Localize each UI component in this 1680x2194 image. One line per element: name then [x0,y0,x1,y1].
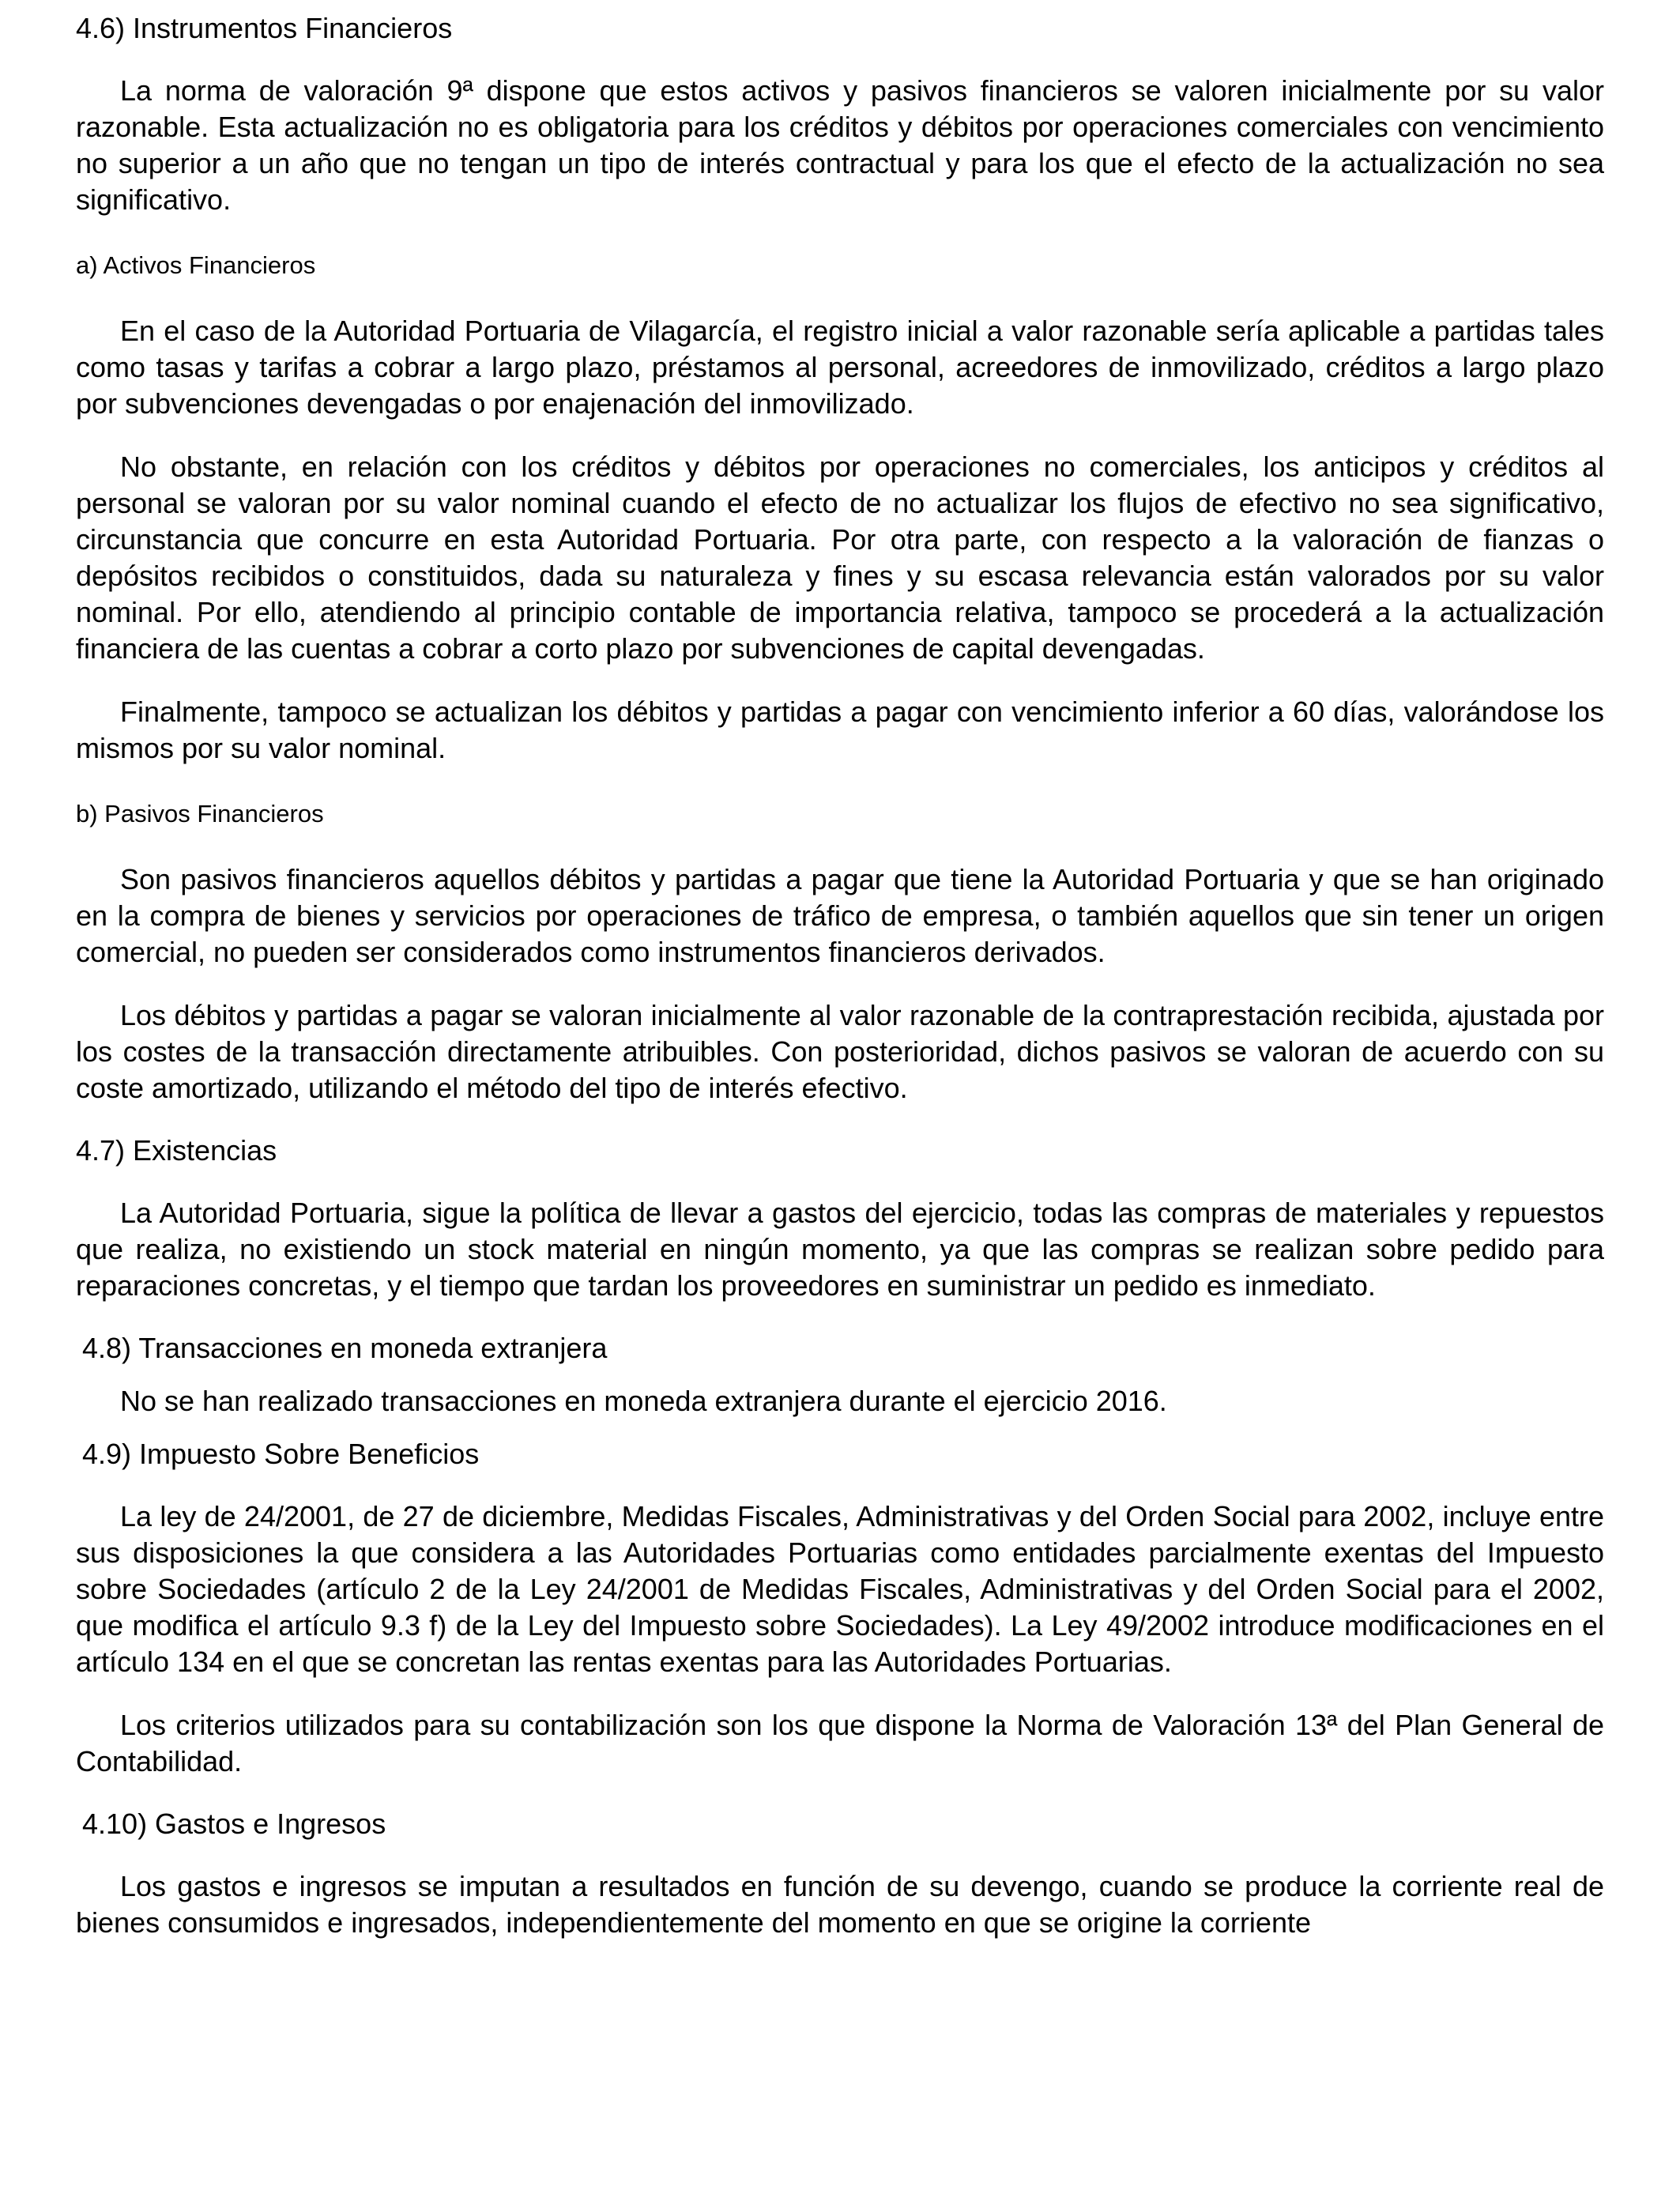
paragraph-activos-valor-nominal: No obstante, en relación con los créditos y débitos por operaciones no comerciales, los anticipos y créditos al personal se valoran por su valor nominal cuando el efecto de no actualizar los flujos de efectivo no sea significativo, circunstancia que concurre en esta Autoridad Portuaria. Por otra parte, con respecto a la valoración de fianzas o depósitos recibidos o constituidos, dada su naturaleza y fines y su escasa relevancia están valorados por su valor nominal. Por ello, atendiendo al principio contable de importancia relativa, tampoco se procederá a la actualización financiera de las cuentas a cobrar a corto plazo por subvenciones de capital devengadas. [76,450,1604,665]
paragraph-gastos-ingresos: Los gastos e ingresos se imputan a resultados en función de su devengo, cuando se produce la corriente real de bienes consumidos e ingresados, independientemente del momento en que se origine la corriente [76,1870,1604,1939]
section-heading-4-9: 4.9) Impuesto Sobre Beneficios [82,1438,480,1470]
paragraph-pasivos-definicion: Son pasivos financieros aquellos débitos y partidas a pagar que tiene la Autoridad Portuaria y que se han originado en la compra de bienes y servicios por operaciones de tráfico de empresa, o también aquellos que sin tener un origen comercial, no pueden ser considerados como instrumentos financieros derivados. [76,863,1604,968]
paragraph-existencias: La Autoridad Portuaria, sigue la política de llevar a gastos del ejercicio, todas las compras de materiales y repuestos que realiza, no existiendo un stock material en ningún momento, ya que las compras se realizan sobre pedido para reparaciones concretas, y el tiempo que tardan los proveedores en suministrar un pedido es inmediato. [76,1197,1604,1302]
paragraph-impuesto-ley: La ley de 24/2001, de 27 de diciembre, Medidas Fiscales, Administrativas y del Orden Social para 2002, incluye entre sus disposiciones la que considera a las Autoridades Portuarias como entidades parcialmente exentas del Impuesto sobre Sociedades (artículo 2 de la Ley 24/2001 de Medidas Fiscales, Administrativas y del Orden Social para el 2002, que modifica el artículo 9.3 f) de la Ley del Impuesto sobre Sociedades). La Ley 49/2002 introduce modificaciones en el artículo 134 en el que se concretan las rentas exentas para las Autoridades Portuarias. [76,1500,1604,1678]
section-heading-4-10: 4.10) Gastos e Ingresos [82,1808,386,1840]
paragraph-pasivos-valoracion: Los débitos y partidas a pagar se valoran inicialmente al valor razonable de la contraprestación recibida, ajustada por los costes de la transacción directamente atribuibles. Con posterioridad, dichos pasivos se valoran de acuerdo con su coste amortizado, utilizando el método del tipo de interés efectivo. [76,999,1604,1104]
subheading-activos-financieros: a) Activos Financieros [76,251,316,279]
document-page [76,11,1604,1941]
paragraph-activos-registro: En el caso de la Autoridad Portuaria de Vilagarcía, el registro inicial a valor razonable sería aplicable a partidas tales como tasas y tarifas a cobrar a largo plazo, préstamos al personal, acreedores de inmovilizado, créditos a largo plazo por subvenciones devengadas o por enajenación del inmovilizado. [76,315,1604,420]
paragraph-impuesto-criterios: Los criterios utilizados para su contabilización son los que dispone la Norma de Valoración 13ª del Plan General de Contabilidad. [76,1709,1604,1777]
paragraph-moneda-extranjera: No se han realizado transacciones en moneda extranjera durante el ejercicio 2016. [120,1385,1167,1417]
paragraph-activos-finalmente: Finalmente, tampoco se actualizan los débitos y partidas a pagar con vencimiento inferior a 60 días, valorándose los mismos por su valor nominal. [76,696,1604,764]
section-heading-4-7: 4.7) Existencias [76,1134,277,1167]
subheading-pasivos-financieros: b) Pasivos Financieros [76,800,324,827]
section-heading-4-8: 4.8) Transacciones en moneda extranjera [82,1332,608,1364]
section-heading-4-6: 4.6) Instrumentos Financieros [76,12,453,44]
paragraph-valoracion-intro: La norma de valoración 9ª dispone que estos activos y pasivos financieros se valoren inicialmente por su valor razonable. Esta actualización no es obligatoria para los créditos y débitos por operaciones comerciales con vencimiento no superior a un año que no tengan un tipo de interés contractual y para los que el efecto de la actualización no sea significativo. [76,74,1604,216]
